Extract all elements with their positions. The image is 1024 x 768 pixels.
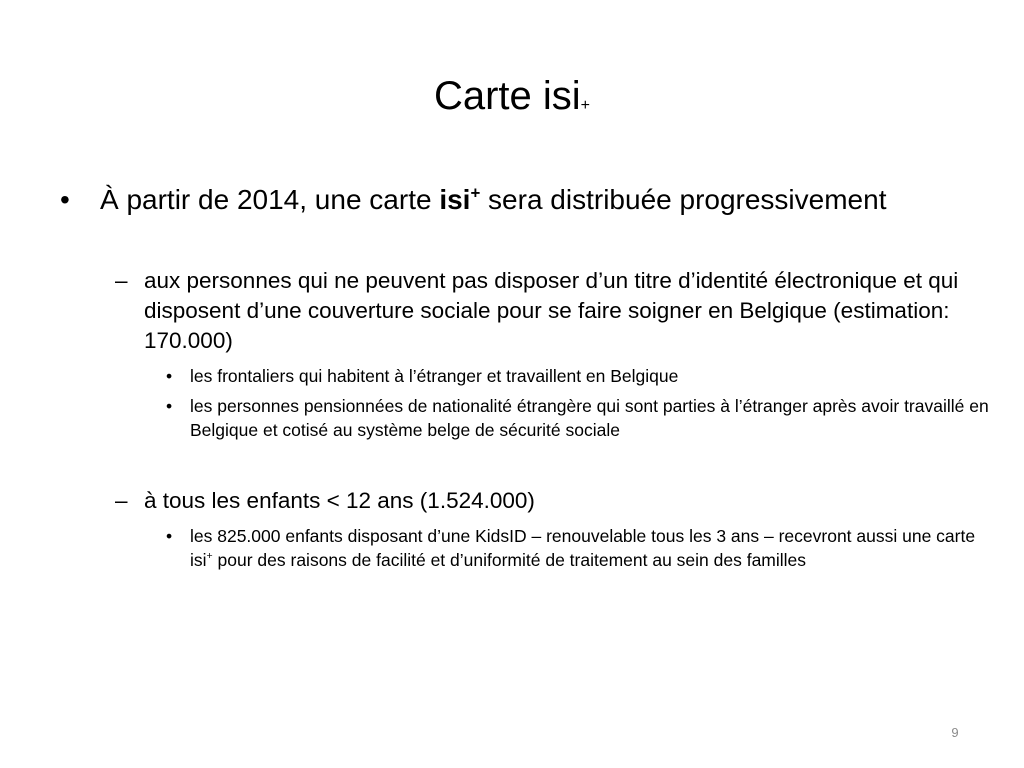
bullet-marker-level2: –	[115, 268, 128, 293]
bullet-text-suffix: sera distribuée progressivement	[480, 184, 887, 215]
slide-title-superscript: +	[580, 97, 591, 114]
bullet-marker-level3: •	[166, 526, 173, 546]
bullet-text-emphasis-word: isi	[439, 184, 471, 215]
bullet-text-emphasis-superscript: +	[470, 183, 481, 203]
bullet-marker-level3: •	[166, 396, 173, 416]
bullet-item-level2: à tous les enfants < 12 ans (1.524.000)	[144, 488, 535, 513]
bullet-text-superscript: +	[206, 550, 213, 563]
bullet-text-emphasis	[439, 184, 480, 215]
bullet-item-level1	[100, 182, 1000, 218]
bullet-text-prefix: les 825.000 enfants disposant d’une KidsID – renouvelable tous les 3 ans – recevront aussi une carte isi	[190, 526, 976, 570]
bullet-marker-level2: –	[115, 488, 128, 513]
bullet-item-level3	[190, 524, 990, 572]
bullet-text-suffix: pour des raisons de facilité et d’uniformité de traitement au sein des familles	[212, 550, 807, 570]
bullet-marker-level1: •	[60, 184, 70, 215]
slide-title-text: Carte isi	[433, 74, 581, 118]
page-number: 9	[951, 725, 959, 740]
bullet-item-level3: les personnes pensionnées de nationalité étrangère qui sont parties à l’étranger après avoir travaillé en Belgique et cotisé au système belge de sécurité sociale	[190, 396, 989, 440]
bullet-item-level2: aux personnes qui ne peuvent pas disposer d’un titre d’identité électronique et qui disposent d’une couverture sociale pour se faire soigner en Belgique (estimation: 170.000)	[144, 268, 959, 353]
bullet-marker-level3: •	[166, 366, 173, 386]
bullet-text-prefix: À partir de 2014, une carte	[100, 184, 440, 215]
bullet-item-level3: les frontaliers qui habitent à l’étranger et travaillent en Belgique	[190, 366, 679, 386]
